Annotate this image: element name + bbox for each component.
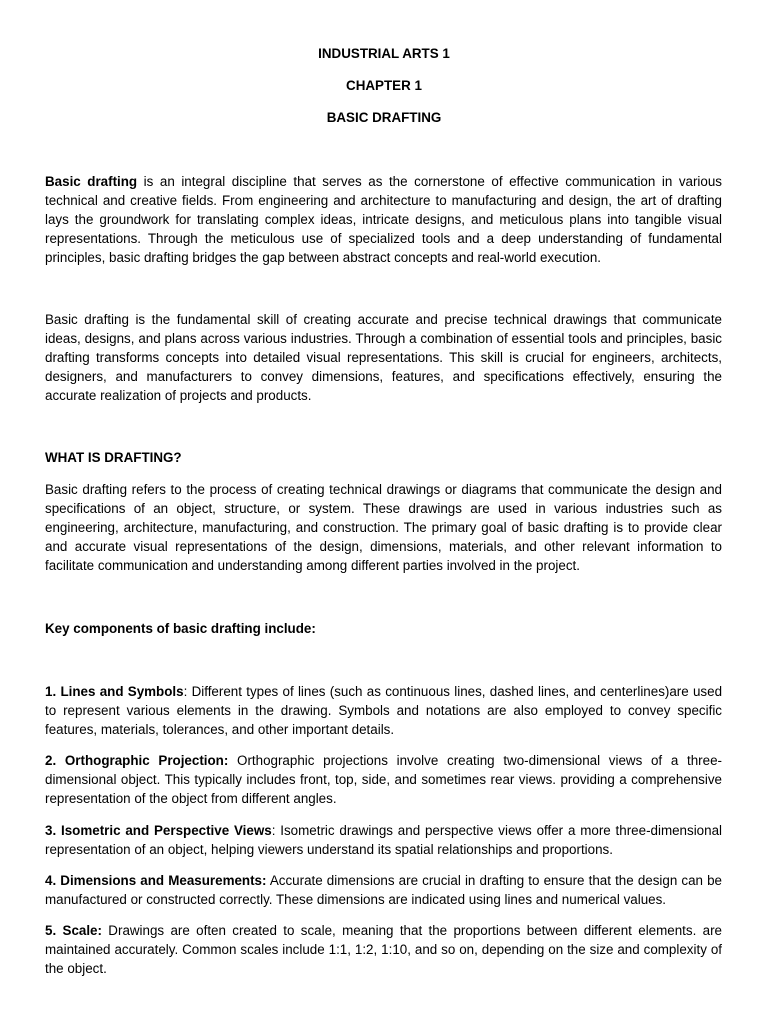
- component-label: 2. Orthographic Projection:: [45, 753, 229, 768]
- topic-title: BASIC DRAFTING: [326, 110, 442, 125]
- component-label: 3. Isometric and Perspective Views: [45, 823, 272, 838]
- component-text: Drawings are often created to scale, meaning that the proportions between different elements. are maintained accurately. Common scales include 1:1, 1:2, 1:10, and so on, depending on the size and complexity of the object.: [45, 923, 722, 976]
- component-label: 4. Dimensions and Measurements:: [45, 873, 267, 888]
- intro-paragraph-2: Basic drafting is the fundamental skill of creating accurate and precise technical drawings that communicate ideas, designs, and plans across various industries. Through a combination of essential tools and principles, basic drafting transforms concepts into detailed visual representations. This skill is crucial for engineers, architects, designers, and manufacturers to convey dimensions, features, and specifications effectively, ensuring the accurate realization of projects and products.: [45, 312, 722, 403]
- component-text: Accurate dimensions are crucial in drafting to ensure that the design can be manufactured or constructed correctly. These dimensions are indicated using lines and numerical values.: [45, 873, 722, 907]
- component-text: : Isometric drawings and perspective views offer a more three-dimensional representation of an object, helping viewers understand its spatial relationships and proportions.: [45, 823, 722, 857]
- key-components-heading: Key components of basic drafting include:: [45, 621, 316, 636]
- component-text: Orthographic projections involve creating two-dimensional views of a three-dimensional object. This typically includes front, top, side, and sometimes rear views. providing a comprehensive representation of the object from different angles.: [45, 753, 722, 806]
- component-item: [45, 871, 722, 909]
- intro-bold-term: Basic drafting: [45, 174, 138, 189]
- chapter-title: CHAPTER 1: [346, 78, 422, 93]
- component-item: [45, 821, 722, 859]
- component-label: 1. Lines and Symbols: [45, 684, 184, 699]
- component-item: [45, 751, 722, 808]
- component-label: 5. Scale:: [45, 923, 102, 938]
- component-item: [45, 682, 722, 739]
- component-item: [45, 921, 722, 978]
- what-is-drafting-body: Basic drafting refers to the process of creating technical drawings or diagrams that communicate the design and specifications of an object, structure, or system. These drawings are used in various industries such as engineering, architecture, manufacturing, and construction. The primary goal of basic drafting is to provide clear and accurate visual representations of the design, dimensions, materials, and other relevant information to facilitate communication and understanding among different parties involved in the project.: [45, 482, 722, 573]
- what-is-drafting-heading: WHAT IS DRAFTING?: [45, 450, 182, 465]
- intro-paragraph-1: [45, 172, 722, 267]
- component-text: : Different types of lines (such as continuous lines, dashed lines, and centerlines)are used to represent various elements in the drawing. Symbols and notations are also employed to convey specific features, materials, tolerances, and other important details.: [45, 684, 723, 737]
- intro-paragraph-1-text: is an integral discipline that serves as the cornerstone of effective communication in various technical and creative fields. From engineering and architecture to manufacturing and design, the art of drafting lays the groundwork for translating complex ideas, intricate designs, and meticulous plans into tangible visual representations. Through the meticulous use of specialized tools and a deep understanding of fundamental principles, basic drafting bridges the gap between abstract concepts and real-world execution.: [45, 174, 722, 265]
- course-title: INDUSTRIAL ARTS 1: [318, 46, 450, 61]
